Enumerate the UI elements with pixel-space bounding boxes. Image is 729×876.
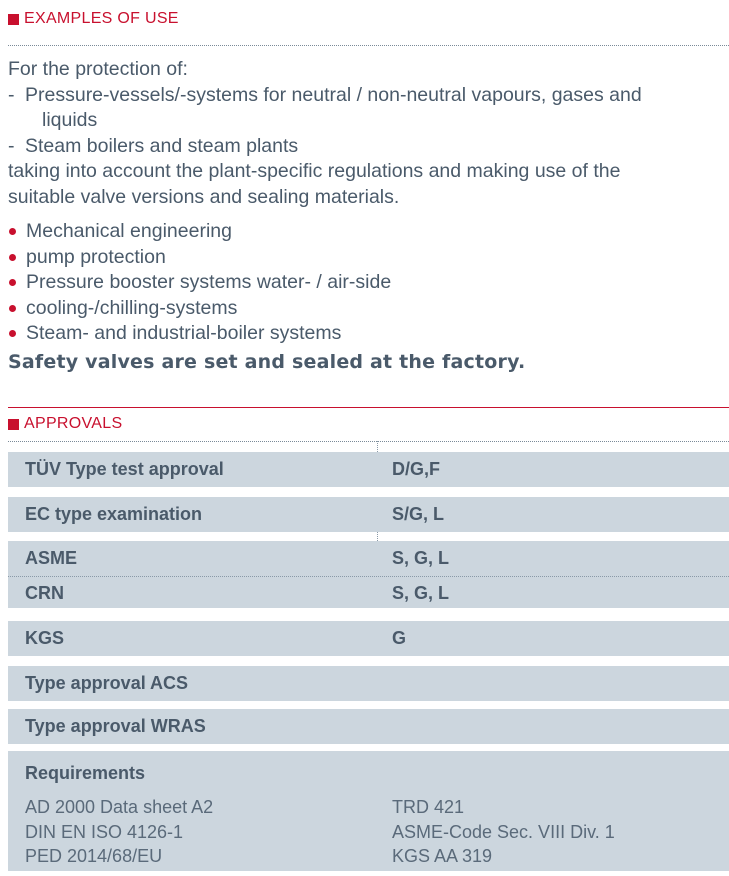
column-divider — [377, 441, 378, 452]
approval-name: EC type examination — [25, 504, 203, 524]
bullet-dot-icon — [9, 279, 16, 286]
list-item-label: Mechanical engineering — [26, 220, 232, 242]
application-list — [8, 219, 391, 347]
table-row — [8, 497, 729, 532]
approval-name: Type approval ACS — [25, 673, 189, 693]
dash-item-line: Pressure-vessels/-systems for neutral / non-neutral vapours, gases and — [25, 83, 642, 106]
list-item — [8, 296, 391, 322]
examples-heading-label: EXAMPLES OF USE — [24, 10, 179, 27]
column-divider — [377, 532, 378, 541]
dash-marker: - — [8, 134, 15, 157]
approval-name: TÜV Type test approval — [25, 459, 224, 479]
square-bullet-icon — [8, 419, 19, 430]
requirement-item: KGS AA 319 — [392, 846, 493, 866]
section-divider — [8, 407, 729, 408]
examples-body — [8, 57, 729, 210]
approvals-heading — [8, 415, 122, 433]
examples-heading — [8, 10, 179, 28]
bullet-dot-icon — [9, 330, 16, 337]
requirements-left-column — [25, 795, 213, 869]
table-row — [8, 709, 729, 744]
dotted-divider — [8, 441, 729, 442]
dash-item — [8, 134, 729, 160]
list-item — [8, 219, 391, 245]
dash-item-line: liquids — [42, 109, 98, 131]
list-item — [8, 321, 391, 347]
list-item-label: Pressure booster systems water- / air-side — [26, 271, 392, 293]
approval-value: D/G,F — [392, 459, 440, 479]
table-row — [8, 452, 729, 487]
approval-value: G — [392, 628, 407, 648]
approval-value: S, G, L — [392, 583, 450, 603]
factory-note: Safety valves are set and sealed at the factory. — [8, 351, 526, 373]
requirements-block — [8, 751, 729, 871]
list-item-label: cooling-/chilling-systems — [26, 296, 238, 319]
requirement-item: TRD 421 — [392, 797, 465, 817]
list-item — [8, 270, 391, 296]
approval-name: KGS — [25, 628, 65, 648]
continuation-line: taking into account the plant-specific regulations and making use of the — [8, 160, 621, 182]
continuation-line: suitable valve versions and sealing materials. — [8, 185, 400, 208]
requirement-item: ASME-Code Sec. VIII Div. 1 — [392, 821, 615, 842]
requirement-item: AD 2000 Data sheet A2 — [25, 797, 214, 817]
table-row — [8, 621, 729, 656]
dash-item-line: Steam boilers and steam plants — [25, 134, 299, 157]
bullet-dot-icon — [9, 228, 16, 235]
requirements-title: Requirements — [25, 763, 146, 783]
list-item-label: pump protection — [26, 245, 166, 268]
approval-value: S, G, L — [392, 548, 450, 568]
dash-marker: - — [8, 83, 15, 106]
approval-name: Type approval WRAS — [25, 716, 206, 736]
approval-value: S/G, L — [392, 504, 445, 524]
approvals-heading-label: APPROVALS — [24, 415, 123, 432]
requirements-right-column — [392, 795, 615, 869]
intro-text: For the protection of: — [8, 58, 188, 80]
bullet-dot-icon — [9, 305, 16, 312]
square-bullet-icon — [8, 14, 19, 25]
table-row — [8, 666, 729, 701]
bullet-dot-icon — [9, 254, 16, 261]
row-separator — [8, 576, 729, 577]
list-item — [8, 245, 391, 271]
table-row-group — [8, 541, 729, 608]
requirement-item: PED 2014/68/EU — [25, 846, 163, 866]
requirement-item: DIN EN ISO 4126-1 — [25, 821, 184, 842]
approval-name: CRN — [25, 583, 64, 603]
dash-item — [8, 83, 729, 134]
approval-name: ASME — [25, 548, 78, 568]
list-item-label: Steam- and industrial-boiler systems — [26, 322, 342, 344]
dotted-divider — [8, 45, 729, 46]
